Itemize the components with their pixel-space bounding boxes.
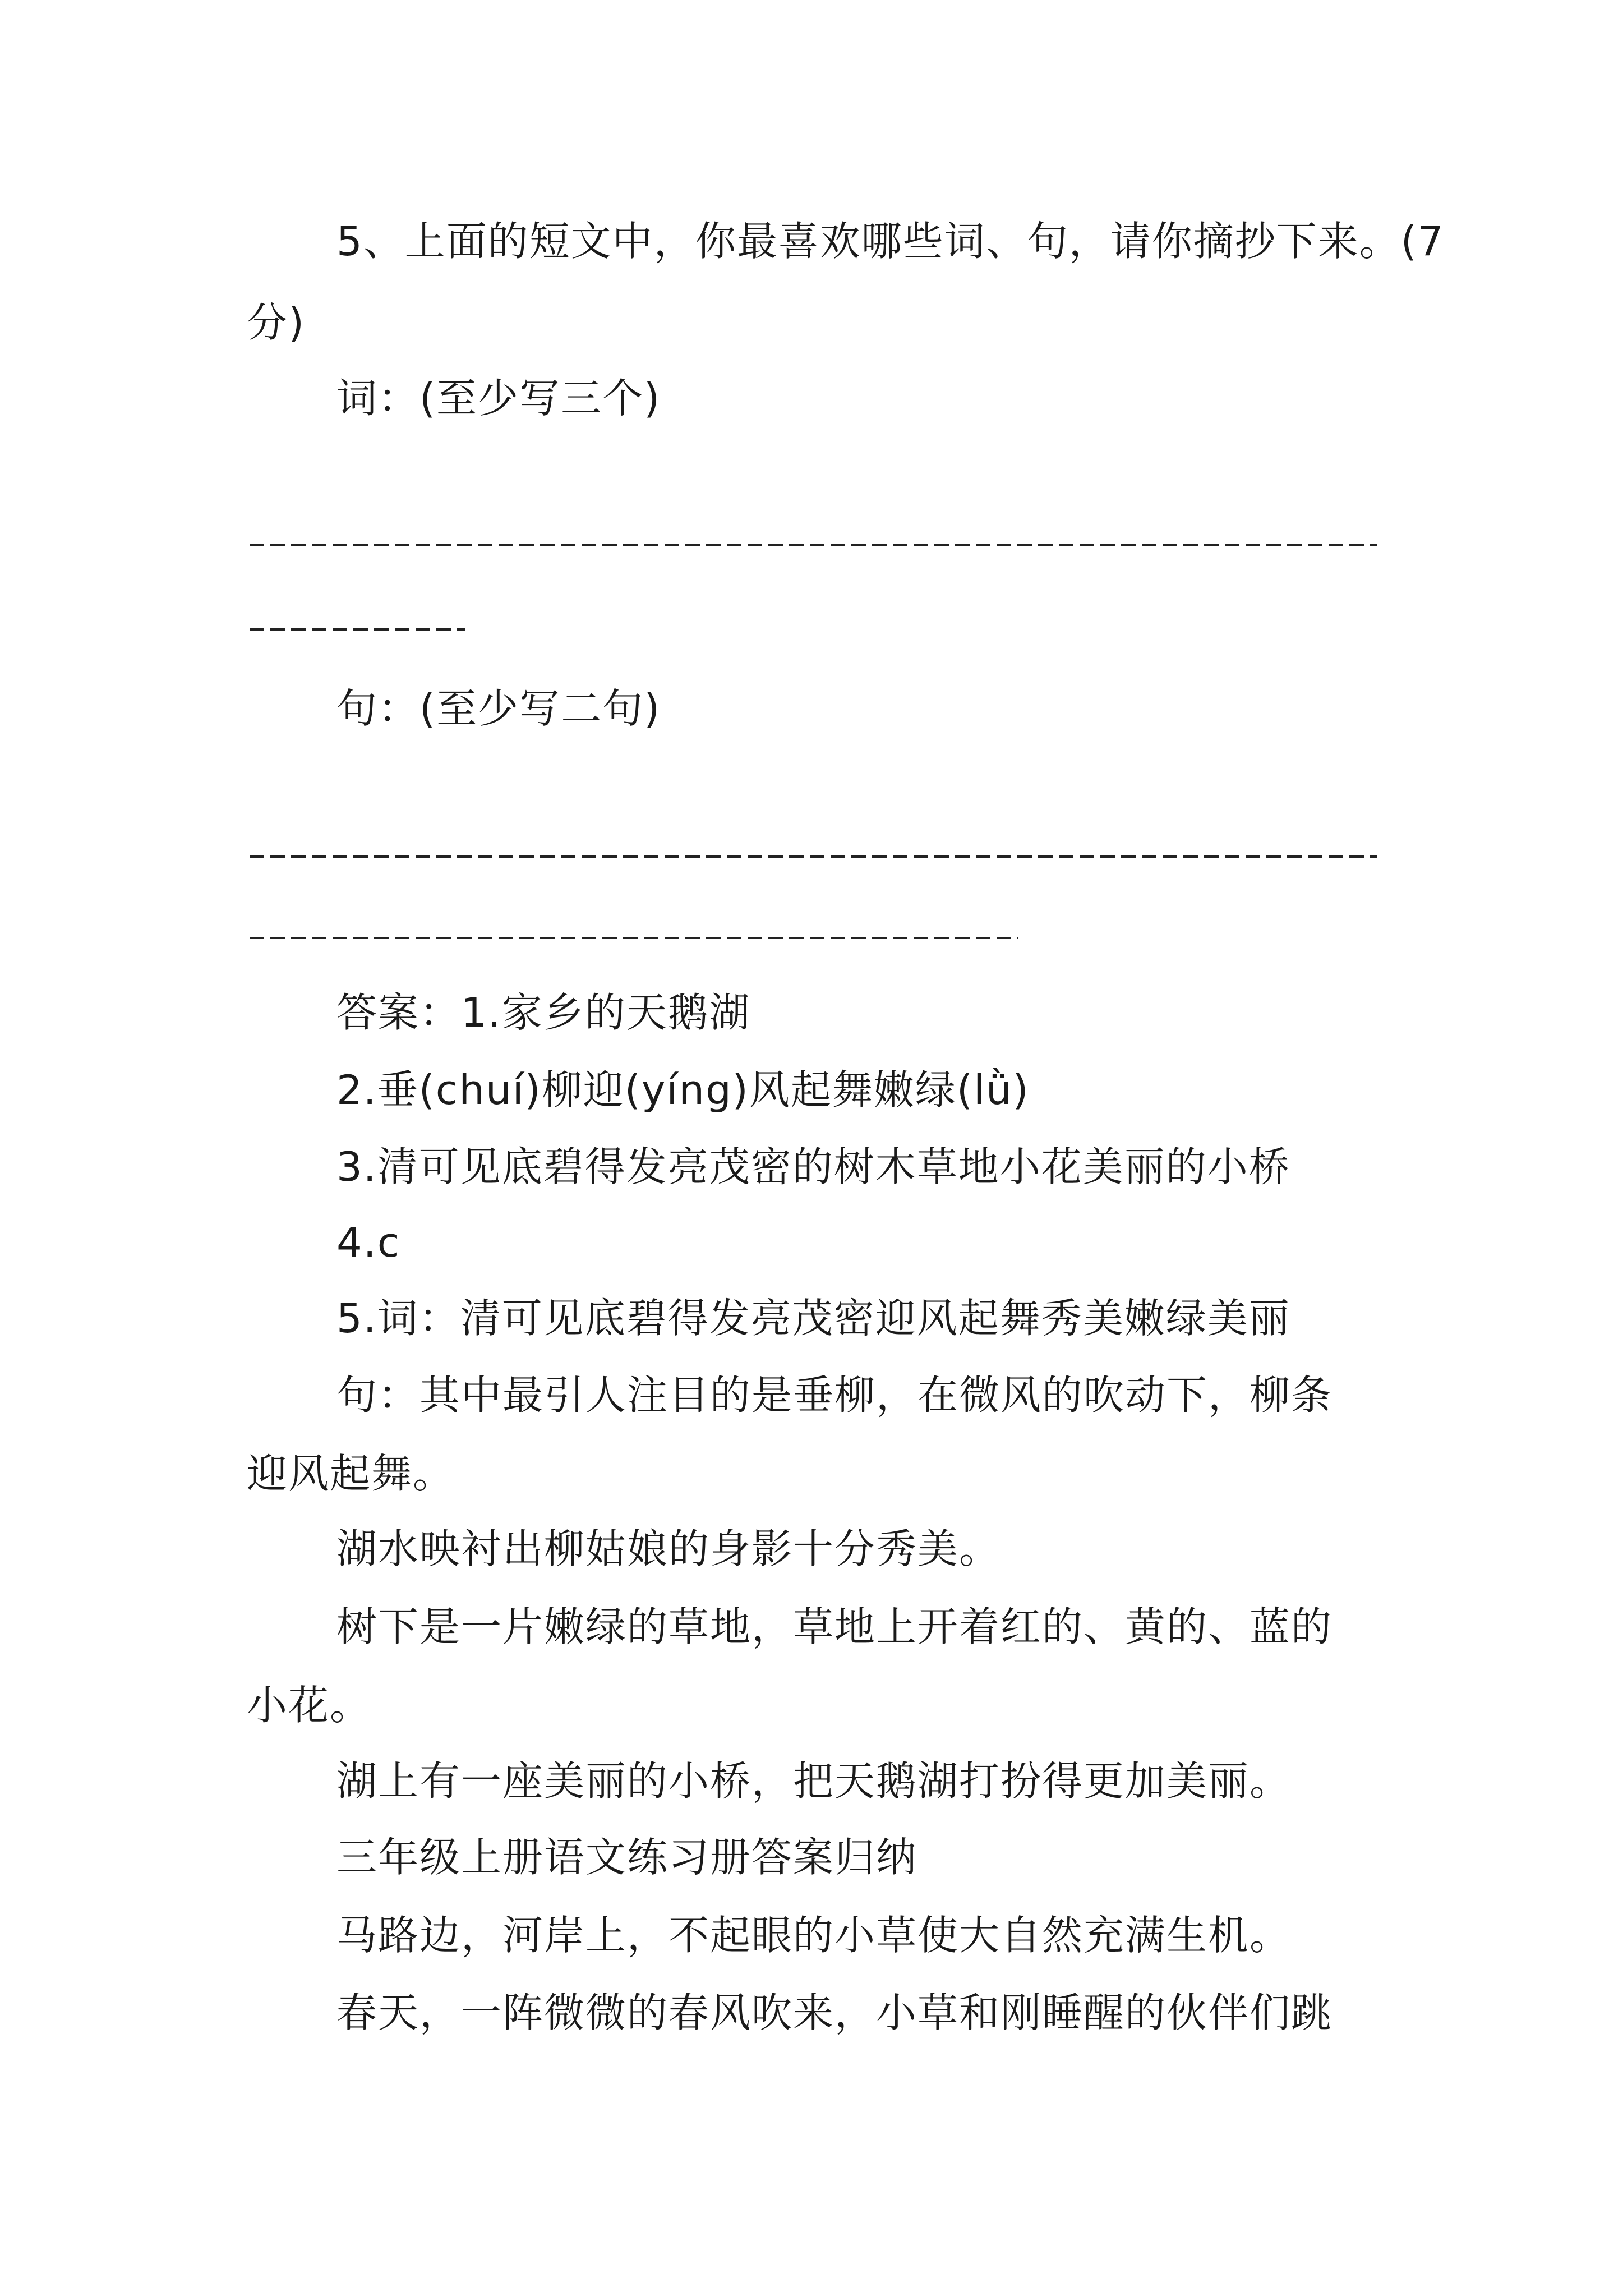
words-answer-blank-line-2 bbox=[250, 628, 465, 631]
section-paragraph-1: 马路边，河岸上，不起眼的小草使大自然充满生机。 bbox=[336, 1912, 1292, 1959]
words-answer-blank-line-1 bbox=[250, 544, 1377, 546]
answer-2: 2.垂(chuí)柳迎(yíng)风起舞嫩绿(lǜ) bbox=[336, 1066, 1030, 1114]
sentences-answer-blank-line-2 bbox=[250, 937, 1018, 939]
section-title: 三年级上册语文练习册答案归纳 bbox=[336, 1834, 918, 1881]
answer-3: 3.清可见底碧得发亮茂密的树木草地小花美丽的小桥 bbox=[336, 1143, 1290, 1190]
answer-5-sentence-3-line-2: 小花。 bbox=[247, 1682, 372, 1729]
answer-5-sentence-1-line-2: 迎风起舞。 bbox=[247, 1450, 455, 1497]
answer-5-sentence-4: 湖上有一座美丽的小桥，把天鹅湖打扮得更加美丽。 bbox=[336, 1757, 1292, 1805]
sentences-prompt: 句：(至少写二句) bbox=[336, 685, 661, 732]
words-prompt: 词：(至少写三个) bbox=[336, 375, 661, 422]
answer-5-sentence-2: 湖水映衬出柳姑娘的身影十分秀美。 bbox=[336, 1525, 1001, 1572]
answer-4: 4.c bbox=[336, 1219, 401, 1266]
answer-5-words: 5.词：清可见底碧得发亮茂密迎风起舞秀美嫩绿美丽 bbox=[336, 1295, 1290, 1342]
answer-1: 答案：1.家乡的天鹅湖 bbox=[336, 989, 751, 1036]
section-paragraph-2-line-1: 春天，一阵微微的春风吹来，小草和刚睡醒的伙伴们跳 bbox=[336, 1989, 1333, 2036]
answer-5-sentence-3-line-1: 树下是一片嫩绿的草地，草地上开着红的、黄的、蓝的 bbox=[336, 1603, 1333, 1650]
question-5-line-2: 分) bbox=[247, 299, 306, 346]
sentences-answer-blank-line-1 bbox=[250, 855, 1377, 858]
question-5-line-1: 5、上面的短文中，你最喜欢哪些词、句，请你摘抄下来。(7 bbox=[336, 218, 1445, 265]
answer-5-sentence-1-line-1: 句：其中最引人注目的是垂柳，在微风的吹动下，柳条 bbox=[336, 1372, 1333, 1419]
